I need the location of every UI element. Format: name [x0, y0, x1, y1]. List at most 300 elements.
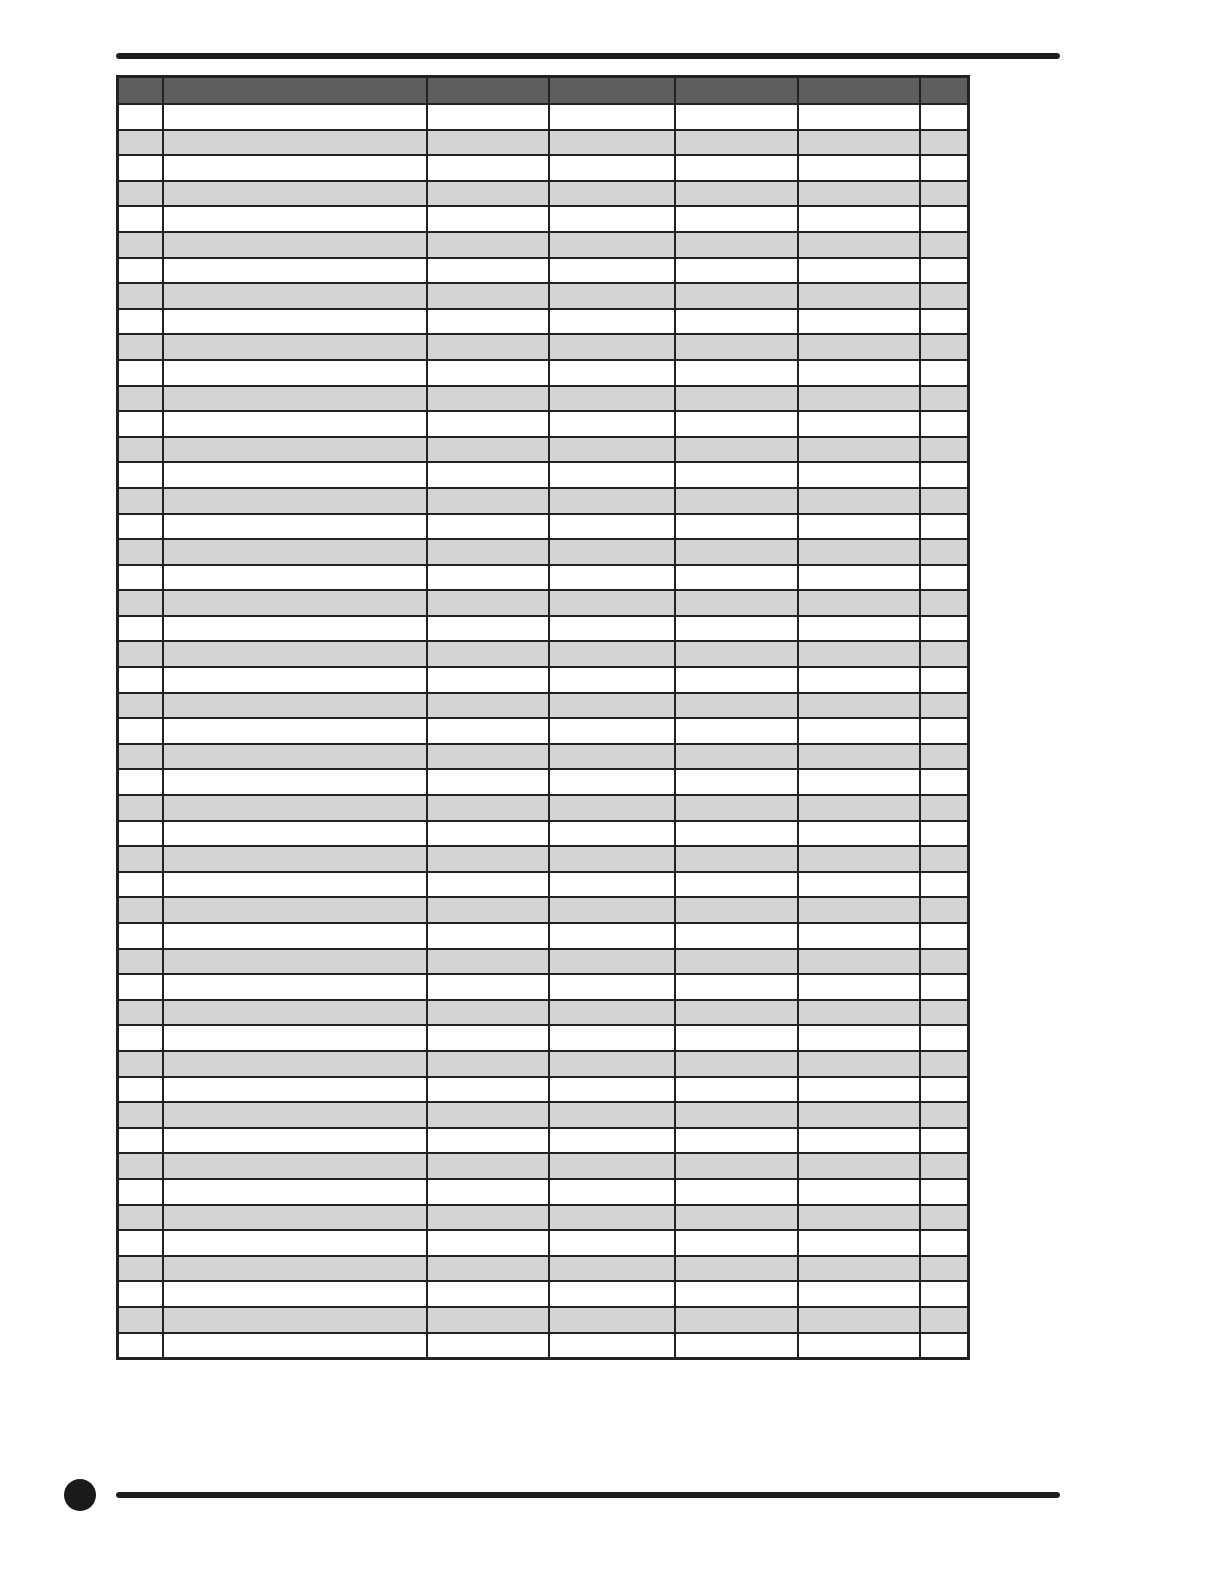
table-cell: [920, 488, 969, 514]
table-cell: [118, 104, 163, 130]
table-cell: [675, 1153, 798, 1179]
table-cell: [163, 897, 427, 923]
table-cell: [920, 1230, 969, 1256]
table-cell: [118, 258, 163, 284]
table-cell: [118, 744, 163, 770]
table-cell: [549, 872, 675, 898]
table-cell: [163, 795, 427, 821]
table-cell: [798, 641, 920, 667]
table-cell: [118, 181, 163, 207]
table-cell: [920, 1051, 969, 1077]
table-cell: [920, 104, 969, 130]
table-cell: [427, 155, 549, 181]
table-cell: [163, 590, 427, 616]
table-cell: [920, 309, 969, 335]
table-cell: [798, 1077, 920, 1103]
table-cell: [549, 1153, 675, 1179]
table-cell: [798, 616, 920, 642]
table-cell: [798, 1102, 920, 1128]
table-cell: [427, 872, 549, 898]
table-cell: [920, 1281, 969, 1307]
table-cell: [549, 1230, 675, 1256]
table-row: [118, 1051, 969, 1077]
table-cell: [920, 155, 969, 181]
table-row: [118, 539, 969, 565]
header-cell-6: [798, 77, 920, 105]
table-row: [118, 1000, 969, 1026]
table-cell: [549, 411, 675, 437]
table-cell: [427, 1000, 549, 1026]
table-cell: [798, 974, 920, 1000]
table-cell: [549, 334, 675, 360]
table-cell: [920, 411, 969, 437]
table-cell: [427, 1102, 549, 1128]
table-cell: [920, 1025, 969, 1051]
table-cell: [675, 1025, 798, 1051]
table-cell: [427, 283, 549, 309]
table-cell: [163, 616, 427, 642]
table-cell: [163, 1153, 427, 1179]
table-row: [118, 769, 969, 795]
table-cell: [163, 155, 427, 181]
header-row: [118, 77, 969, 105]
table-cell: [118, 386, 163, 412]
table-cell: [798, 386, 920, 412]
table-cell: [675, 539, 798, 565]
table-cell: [163, 206, 427, 232]
table-cell: [798, 872, 920, 898]
table-row: [118, 1230, 969, 1256]
table-cell: [427, 1333, 549, 1359]
table-cell: [920, 872, 969, 898]
table-cell: [675, 923, 798, 949]
table-cell: [427, 667, 549, 693]
table-row: [118, 616, 969, 642]
table-cell: [675, 232, 798, 258]
table-cell: [675, 1281, 798, 1307]
table-cell: [427, 821, 549, 847]
table-cell: [549, 1051, 675, 1077]
table-cell: [427, 206, 549, 232]
table-cell: [163, 411, 427, 437]
table-cell: [549, 795, 675, 821]
table-cell: [427, 411, 549, 437]
table-cell: [798, 206, 920, 232]
table-row: [118, 795, 969, 821]
table-cell: [920, 949, 969, 975]
table-row: [118, 360, 969, 386]
table-cell: [118, 1153, 163, 1179]
table-cell: [920, 641, 969, 667]
table-cell: [163, 1077, 427, 1103]
table-row: [118, 462, 969, 488]
table-cell: [798, 1051, 920, 1077]
table-cell: [549, 181, 675, 207]
table-cell: [549, 1256, 675, 1282]
table-row: [118, 309, 969, 335]
table-cell: [798, 1333, 920, 1359]
table-cell: [920, 590, 969, 616]
table-cell: [118, 411, 163, 437]
table-cell: [427, 1051, 549, 1077]
table-row: [118, 667, 969, 693]
bottom-rule: [116, 1492, 1060, 1498]
table-cell: [118, 718, 163, 744]
table-cell: [549, 258, 675, 284]
table-cell: [118, 590, 163, 616]
table-cell: [118, 283, 163, 309]
table-cell: [798, 130, 920, 156]
table-row: [118, 1025, 969, 1051]
table-row: [118, 488, 969, 514]
table-cell: [549, 232, 675, 258]
table-cell: [163, 565, 427, 591]
table-cell: [549, 974, 675, 1000]
table-row: [118, 155, 969, 181]
table-cell: [427, 514, 549, 540]
table-cell: [163, 821, 427, 847]
table-cell: [920, 462, 969, 488]
table-cell: [549, 130, 675, 156]
table-cell: [118, 667, 163, 693]
table-cell: [118, 974, 163, 1000]
blank-log-table: [116, 75, 967, 1360]
table-cell: [427, 565, 549, 591]
table-cell: [920, 1307, 969, 1333]
table-cell: [118, 897, 163, 923]
table-cell: [427, 334, 549, 360]
table-cell: [163, 1179, 427, 1205]
table-cell: [118, 923, 163, 949]
table-cell: [675, 821, 798, 847]
table-cell: [920, 437, 969, 463]
table-cell: [163, 258, 427, 284]
table-cell: [920, 897, 969, 923]
table-cell: [118, 1281, 163, 1307]
table-cell: [118, 693, 163, 719]
table-cell: [163, 539, 427, 565]
table-cell: [798, 155, 920, 181]
table-cell: [427, 488, 549, 514]
table-cell: [549, 565, 675, 591]
table-cell: [675, 1205, 798, 1231]
table-cell: [118, 1000, 163, 1026]
table-cell: [427, 462, 549, 488]
table-cell: [549, 462, 675, 488]
table-cell: [549, 821, 675, 847]
table-row: [118, 283, 969, 309]
top-rule: [116, 53, 1060, 59]
table-cell: [427, 693, 549, 719]
table-cell: [163, 514, 427, 540]
table-cell: [920, 693, 969, 719]
table-cell: [798, 565, 920, 591]
table-cell: [549, 514, 675, 540]
table-cell: [118, 846, 163, 872]
table-cell: [549, 667, 675, 693]
table-row: [118, 104, 969, 130]
table-cell: [427, 130, 549, 156]
table-cell: [920, 1333, 969, 1359]
table-cell: [163, 1000, 427, 1026]
table-cell: [163, 462, 427, 488]
table-cell: [798, 462, 920, 488]
table-cell: [118, 334, 163, 360]
table-cell: [549, 1205, 675, 1231]
table-row: [118, 1179, 969, 1205]
table-cell: [163, 667, 427, 693]
table-cell: [920, 846, 969, 872]
header-cell-4: [549, 77, 675, 105]
table-cell: [920, 283, 969, 309]
table-cell: [920, 795, 969, 821]
table-cell: [675, 1179, 798, 1205]
table-cell: [675, 872, 798, 898]
table-cell: [920, 1205, 969, 1231]
table-row: [118, 386, 969, 412]
table-cell: [163, 974, 427, 1000]
table-cell: [675, 1128, 798, 1154]
table-row: [118, 1102, 969, 1128]
table-row: [118, 1333, 969, 1359]
table-cell: [675, 590, 798, 616]
table-cell: [549, 488, 675, 514]
table-cell: [163, 1205, 427, 1231]
table-row: [118, 1281, 969, 1307]
table-cell: [163, 437, 427, 463]
table-cell: [118, 872, 163, 898]
table-cell: [163, 744, 427, 770]
table-cell: [675, 334, 798, 360]
table-cell: [427, 590, 549, 616]
table-cell: [549, 923, 675, 949]
table-cell: [427, 795, 549, 821]
table-cell: [549, 1025, 675, 1051]
table-cell: [920, 616, 969, 642]
table-cell: [798, 923, 920, 949]
table-cell: [920, 539, 969, 565]
table-cell: [118, 795, 163, 821]
table-cell: [920, 232, 969, 258]
table-cell: [675, 206, 798, 232]
table-cell: [163, 693, 427, 719]
log-body: [118, 104, 969, 1359]
table-cell: [118, 1333, 163, 1359]
table-cell: [163, 1256, 427, 1282]
table-cell: [798, 334, 920, 360]
table-cell: [675, 488, 798, 514]
table-cell: [798, 104, 920, 130]
table-cell: [798, 1025, 920, 1051]
table-cell: [163, 1128, 427, 1154]
table-cell: [427, 437, 549, 463]
table-cell: [798, 360, 920, 386]
log-grid: [116, 75, 970, 1360]
table-cell: [163, 1333, 427, 1359]
table-cell: [163, 360, 427, 386]
table-cell: [920, 386, 969, 412]
table-cell: [427, 1205, 549, 1231]
table-cell: [675, 437, 798, 463]
table-cell: [920, 744, 969, 770]
table-row: [118, 846, 969, 872]
table-cell: [163, 1281, 427, 1307]
table-cell: [163, 386, 427, 412]
table-cell: [920, 923, 969, 949]
table-row: [118, 181, 969, 207]
table-cell: [118, 488, 163, 514]
table-cell: [798, 258, 920, 284]
table-row: [118, 718, 969, 744]
table-cell: [675, 1051, 798, 1077]
table-row: [118, 872, 969, 898]
table-cell: [920, 130, 969, 156]
table-cell: [427, 258, 549, 284]
table-cell: [118, 206, 163, 232]
table-cell: [427, 718, 549, 744]
table-cell: [798, 590, 920, 616]
table-cell: [798, 949, 920, 975]
table-cell: [549, 1077, 675, 1103]
table-cell: [163, 949, 427, 975]
table-cell: [675, 283, 798, 309]
table-cell: [798, 232, 920, 258]
table-cell: [427, 386, 549, 412]
table-cell: [549, 846, 675, 872]
table-cell: [920, 1256, 969, 1282]
table-cell: [427, 1025, 549, 1051]
table-cell: [118, 1179, 163, 1205]
table-row: [118, 334, 969, 360]
table-cell: [118, 539, 163, 565]
table-cell: [163, 872, 427, 898]
table-cell: [798, 437, 920, 463]
table-cell: [798, 1281, 920, 1307]
table-cell: [118, 1230, 163, 1256]
table-cell: [549, 1000, 675, 1026]
table-cell: [163, 309, 427, 335]
table-cell: [920, 769, 969, 795]
table-cell: [163, 1051, 427, 1077]
table-row: [118, 693, 969, 719]
table-cell: [920, 1102, 969, 1128]
table-cell: [549, 641, 675, 667]
table-cell: [118, 821, 163, 847]
table-cell: [798, 897, 920, 923]
table-cell: [675, 897, 798, 923]
table-cell: [798, 1128, 920, 1154]
table-cell: [118, 1307, 163, 1333]
table-row: [118, 949, 969, 975]
table-cell: [798, 769, 920, 795]
table-cell: [798, 309, 920, 335]
table-cell: [427, 1128, 549, 1154]
header-cell-2: [163, 77, 427, 105]
table-row: [118, 1077, 969, 1103]
header-cell-7: [920, 77, 969, 105]
table-cell: [427, 360, 549, 386]
table-cell: [118, 155, 163, 181]
table-cell: [427, 309, 549, 335]
table-cell: [920, 1077, 969, 1103]
table-cell: [163, 846, 427, 872]
table-cell: [427, 1281, 549, 1307]
table-cell: [118, 565, 163, 591]
table-cell: [118, 1102, 163, 1128]
table-cell: [427, 769, 549, 795]
table-cell: [549, 104, 675, 130]
table-cell: [163, 283, 427, 309]
table-cell: [675, 1230, 798, 1256]
table-cell: [163, 641, 427, 667]
table-cell: [798, 1179, 920, 1205]
table-cell: [549, 718, 675, 744]
table-cell: [798, 514, 920, 540]
table-cell: [675, 360, 798, 386]
table-cell: [798, 283, 920, 309]
table-row: [118, 897, 969, 923]
table-cell: [675, 667, 798, 693]
table-cell: [118, 514, 163, 540]
table-cell: [798, 846, 920, 872]
table-cell: [549, 1179, 675, 1205]
table-cell: [920, 718, 969, 744]
table-cell: [118, 1128, 163, 1154]
table-cell: [798, 411, 920, 437]
table-cell: [549, 206, 675, 232]
table-cell: [798, 693, 920, 719]
table-cell: [549, 386, 675, 412]
table-cell: [549, 590, 675, 616]
table-cell: [163, 1102, 427, 1128]
table-cell: [798, 744, 920, 770]
table-cell: [675, 309, 798, 335]
table-cell: [798, 718, 920, 744]
table-row: [118, 206, 969, 232]
table-cell: [675, 104, 798, 130]
table-cell: [118, 769, 163, 795]
table-cell: [675, 1307, 798, 1333]
table-cell: [675, 462, 798, 488]
table-cell: [163, 718, 427, 744]
table-cell: [549, 616, 675, 642]
table-cell: [798, 1307, 920, 1333]
table-cell: [798, 1256, 920, 1282]
table-cell: [675, 616, 798, 642]
table-cell: [920, 565, 969, 591]
table-cell: [427, 104, 549, 130]
table-cell: [118, 130, 163, 156]
table-cell: [920, 514, 969, 540]
table-cell: [549, 309, 675, 335]
table-cell: [675, 1077, 798, 1103]
table-cell: [675, 769, 798, 795]
table-cell: [427, 949, 549, 975]
table-cell: [427, 232, 549, 258]
table-cell: [920, 667, 969, 693]
table-cell: [798, 539, 920, 565]
table-cell: [920, 821, 969, 847]
table-cell: [675, 693, 798, 719]
table-cell: [920, 258, 969, 284]
table-cell: [549, 1102, 675, 1128]
table-cell: [549, 897, 675, 923]
table-cell: [549, 283, 675, 309]
table-cell: [549, 155, 675, 181]
table-cell: [427, 1077, 549, 1103]
table-cell: [675, 718, 798, 744]
table-cell: [163, 181, 427, 207]
